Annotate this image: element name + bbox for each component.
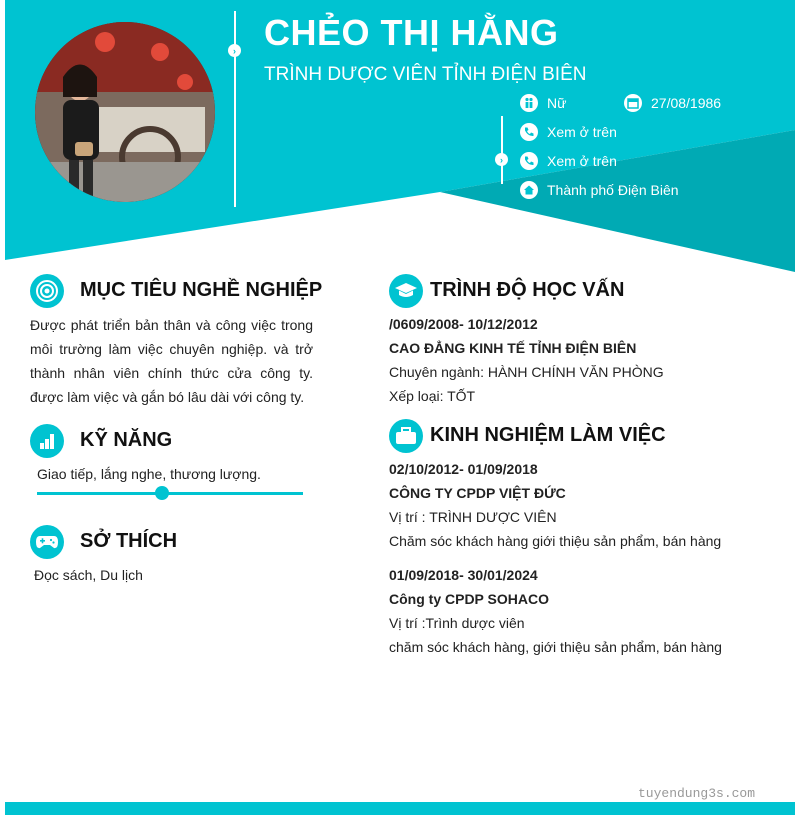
education-major: Chuyên ngành: HÀNH CHÍNH VĂN PHÒNG: [389, 364, 664, 380]
gender-icon: [520, 94, 538, 112]
calendar-icon: [624, 94, 642, 112]
graduation-cap-icon: [389, 274, 423, 308]
profile-photo: [35, 22, 215, 202]
target-icon: [30, 274, 64, 308]
chevron-right-icon: ›: [228, 44, 241, 57]
skill-name: Giao tiếp, lắng nghe, thương lượng.: [37, 466, 261, 482]
briefcase-icon: [389, 419, 423, 453]
bar-chart-icon: [30, 424, 64, 458]
job-position: Vị trí : TRÌNH DƯỢC VIÊN: [389, 509, 557, 525]
skill-level-bar: [37, 492, 303, 495]
address-value: Thành phố Điện Biên: [547, 182, 679, 198]
watermark: tuyendung3s.com: [638, 786, 756, 801]
candidate-name: CHẺO THỊ HẰNG: [264, 12, 559, 53]
home-icon: [520, 181, 538, 199]
email-value: Xem ở trên: [547, 153, 617, 169]
job-position: Vị trí :Trình dược viên: [389, 615, 525, 631]
gamepad-icon: [30, 525, 64, 559]
job-period: 01/09/2018- 30/01/2024: [389, 567, 538, 583]
info-address: [520, 181, 679, 199]
job-title: TRÌNH DƯỢC VIÊN TỈNH ĐIỆN BIÊN: [264, 64, 587, 85]
job-company: CÔNG TY CPDP VIỆT ĐỨC: [389, 485, 566, 501]
experience-heading: KINH NGHIỆM LÀM VIỆC: [430, 424, 666, 446]
info-gender: [520, 94, 566, 112]
objective-text: Được phát triển bản thân và công việc trong môi trường làm việc chuyên nghiệp. và trở thành nhân viên chính thức cửa công ty. được làm việc và gắn bó lâu dài với công ty.: [30, 317, 313, 405]
gender-value: Nữ: [547, 95, 567, 111]
job-company: Công ty CPDP SOHACO: [389, 591, 549, 607]
contact-divider-line: [501, 116, 503, 184]
skill-level-knob: [155, 486, 169, 500]
phone-value: Xem ở trên: [547, 124, 617, 140]
job-period: 02/10/2012- 01/09/2018: [389, 461, 538, 477]
header-divider-line: [234, 11, 236, 207]
chevron-right-icon: ›: [495, 153, 508, 166]
hobbies-heading: SỞ THÍCH: [80, 530, 178, 552]
job-description: Chăm sóc khách hàng giới thiệu sản phẩm, bán hàng: [389, 533, 722, 549]
info-email: [520, 152, 617, 170]
education-school: CAO ĐẲNG KINH TẾ TỈNH ĐIỆN BIÊN: [389, 340, 637, 356]
education-heading: TRÌNH ĐỘ HỌC VẤN: [430, 279, 625, 301]
education-period: /0609/2008- 10/12/2012: [389, 316, 538, 332]
email-icon: [520, 152, 538, 170]
hobbies-text: Đọc sách, Du lịch: [34, 567, 143, 583]
objective-heading: MỤC TIÊU NGHỀ NGHIỆP: [80, 279, 323, 301]
education-grade: Xếp loại: TỐT: [389, 388, 476, 404]
birthdate-value: 27/08/1986: [651, 95, 722, 111]
phone-icon: [520, 123, 538, 141]
job-description: chăm sóc khách hàng, giới thiệu sản phẩm, bán hàng: [389, 639, 722, 655]
info-birthdate: [624, 94, 721, 112]
info-phone: [520, 123, 617, 141]
skills-heading: KỸ NĂNG: [80, 429, 173, 451]
footer-bar: [5, 802, 795, 815]
